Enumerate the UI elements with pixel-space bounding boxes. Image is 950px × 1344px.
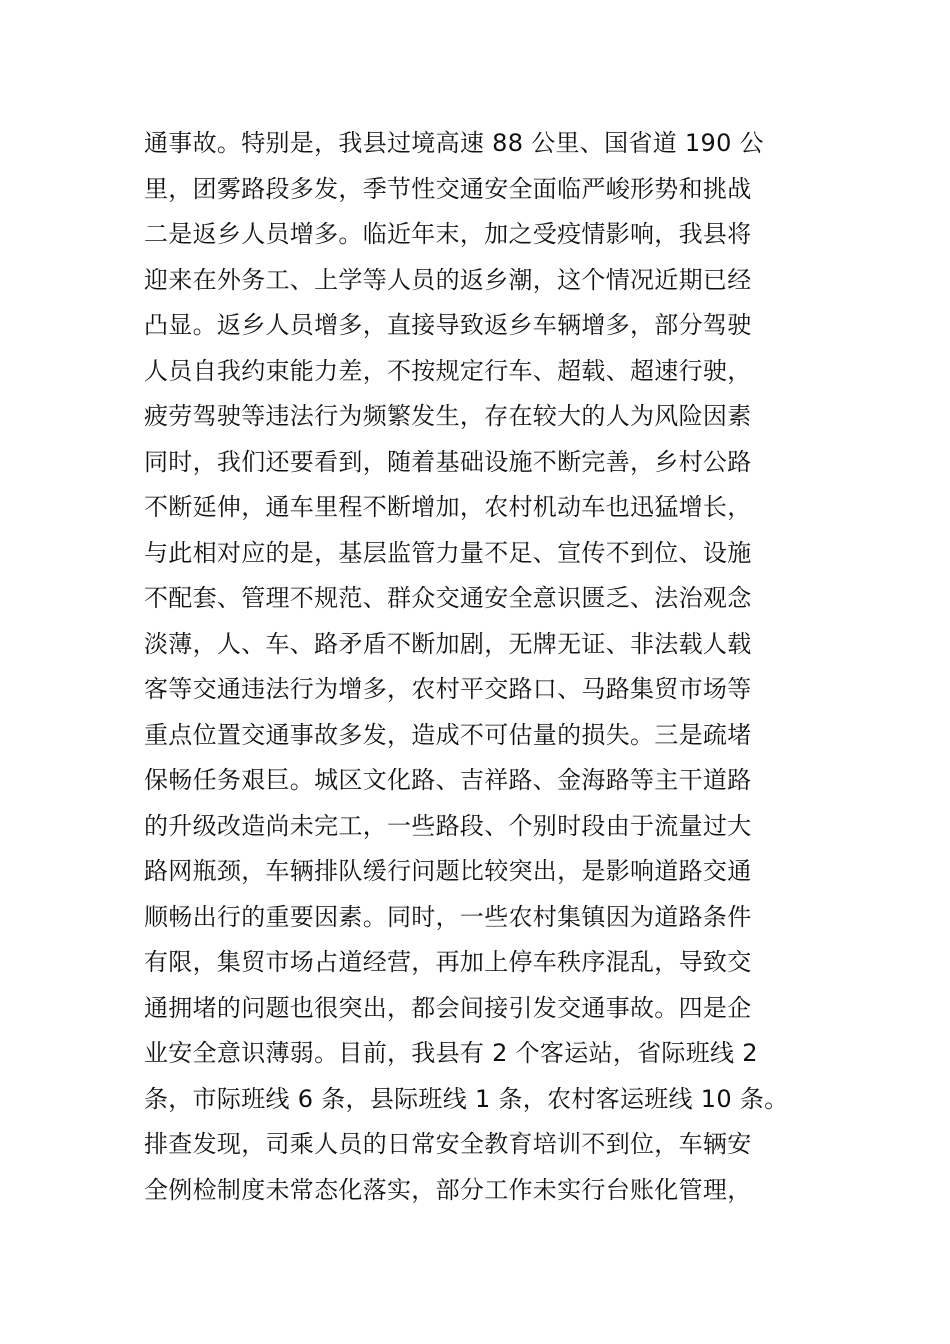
text-line: 顺畅出行的重要因素。同时，一些农村集镇因为道路条件: [144, 902, 752, 931]
text-line: 不断延伸，通车里程不断增加，农村机动车也迅猛增长，: [144, 493, 752, 521]
text-line: 保畅任务艰巨。城区文化路、吉祥路、金海路等主干道路: [144, 766, 752, 794]
text-line: 业安全意识薄弱。目前，我县有 2 个客运站，省际班线 2: [144, 1039, 758, 1067]
text-line: 有限，集贸市场占道经营，再加上停车秩序混乱，导致交: [144, 948, 752, 976]
text-line: 二是返乡人员增多。临近年末，加之受疫情影响，我县将: [144, 220, 752, 248]
text-line: 重点位置交通事故多发，造成不可估量的损失。三是疏堵: [144, 720, 752, 749]
text-line: 路网瓶颈，车辆排队缓行问题比较突出，是影响道路交通: [144, 857, 752, 885]
text-line: 迎来在外务工、上学等人员的返乡潮，这个情况近期已经: [144, 265, 752, 294]
text-line: 的升级改造尚未完工，一些路段、个别时段由于流量过大: [144, 811, 752, 840]
text-line: 通事故。特别是，我县过境高速 88 公里、国省道 190 公: [144, 129, 764, 157]
text-line: 凸显。返乡人员增多，直接导致返乡车辆增多，部分驾驶: [144, 311, 752, 339]
text-line: 不配套、管理不规范、群众交通安全意识匮乏、法治观念: [144, 584, 752, 612]
text-line: 疲劳驾驶等违法行为频繁发生，存在较大的人为风险因素: [144, 402, 752, 430]
text-line: 通拥堵的问题也很突出，都会间接引发交通事故。四是企: [144, 993, 752, 1022]
text-line: 条，市际班线 6 条，县际班线 1 条，农村客运班线 10 条。: [144, 1084, 789, 1113]
text-line: 淡薄，人、车、路矛盾不断加剧，无牌无证、非法载人载: [144, 629, 752, 658]
body-text: [144, 121, 814, 1213]
text-line: 全例检制度未常态化落实，部分工作未实行台账化管理，: [144, 1175, 752, 1204]
text-line: 与此相对应的是，基层监管力量不足、宣传不到位、设施: [144, 538, 752, 567]
text-line: 排查发现，司乘人员的日常安全教育培训不到位，车辆安: [144, 1130, 752, 1158]
text-line: 里，团雾路段多发，季节性交通安全面临严峻形势和挑战: [144, 174, 752, 203]
text-line: 同时，我们还要看到，随着基础设施不断完善，乡村公路: [144, 447, 752, 476]
text-line: 人员自我约束能力差，不按规定行车、超载、超速行驶，: [144, 356, 752, 385]
text-line: 客等交通违法行为增多，农村平交路口、马路集贸市场等: [144, 675, 752, 703]
